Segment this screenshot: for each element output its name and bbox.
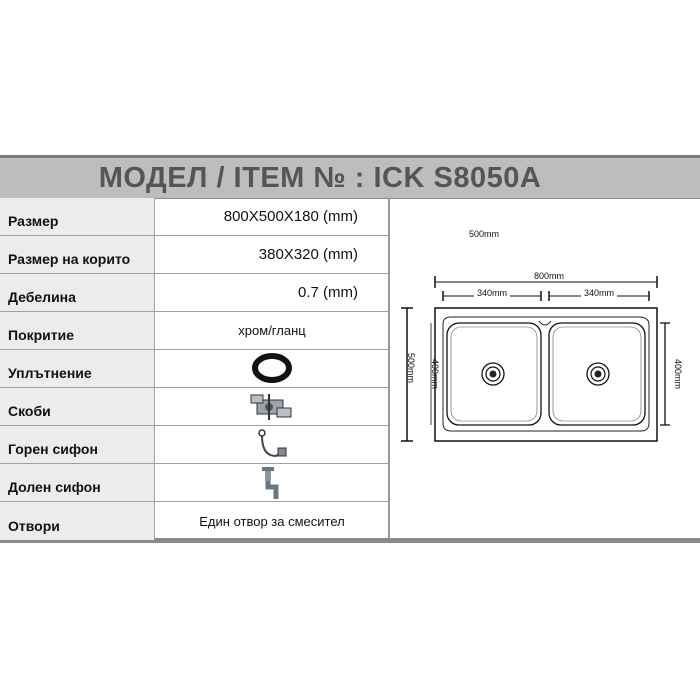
title-bar [0, 158, 700, 199]
model-title: МОДЕЛ / ITEM № : ICK S8050A [98, 162, 542, 194]
sink-diagram [391, 199, 700, 537]
spec-value: 0.7 (mm) [298, 284, 358, 301]
spec-value: Един отвор за смесител [199, 513, 345, 529]
sink-drawing [391, 199, 700, 537]
column-divider [388, 198, 390, 538]
spec-row-finish [0, 312, 388, 350]
right-bowl-width-label: 340mm [584, 288, 615, 298]
spec-row-bowl-size [0, 236, 388, 274]
seal-ring-icon [252, 353, 292, 385]
spec-table [0, 198, 388, 538]
right-drain-icon [587, 363, 609, 385]
overflow-siphon-icon [252, 428, 292, 462]
left-drain-icon [482, 363, 504, 385]
spec-row-thickness [0, 274, 388, 312]
width-label: 800mm [534, 271, 565, 281]
spec-value: 800X500X180 (mm) [223, 208, 358, 225]
spec-label: Размер [0, 198, 155, 235]
spec-label: Долен сифон [0, 464, 155, 501]
spec-label: Размер на корито [0, 236, 155, 273]
left-bowl-width-label: 340mm [477, 288, 508, 298]
spec-row-seal [0, 350, 388, 388]
bottom-siphon-icon [252, 465, 292, 501]
spec-value: 380X320 (mm) [258, 246, 358, 263]
height-label: 500mm [406, 353, 416, 384]
spec-row-top-siphon [0, 426, 388, 464]
spec-label: Отвори [0, 502, 155, 540]
left-bowl-height-label: 400mm [430, 359, 440, 390]
right-bowl-height-label: 400mm [673, 359, 683, 390]
spec-row-clips [0, 388, 388, 426]
depth-label: 500mm [469, 229, 500, 239]
spec-row-bottom-siphon [0, 464, 388, 502]
spec-label: Покритие [0, 312, 155, 349]
spec-label: Горен сифон [0, 426, 155, 463]
spec-sheet [0, 155, 700, 543]
spec-label: Уплътнение [0, 350, 155, 387]
spec-row-size [0, 198, 388, 236]
spec-label: Дебелина [0, 274, 155, 311]
mounting-clip-icon [247, 390, 297, 424]
spec-value: хром/гланц [238, 323, 306, 338]
spec-row-holes [0, 502, 388, 540]
spec-label: Скоби [0, 388, 155, 425]
